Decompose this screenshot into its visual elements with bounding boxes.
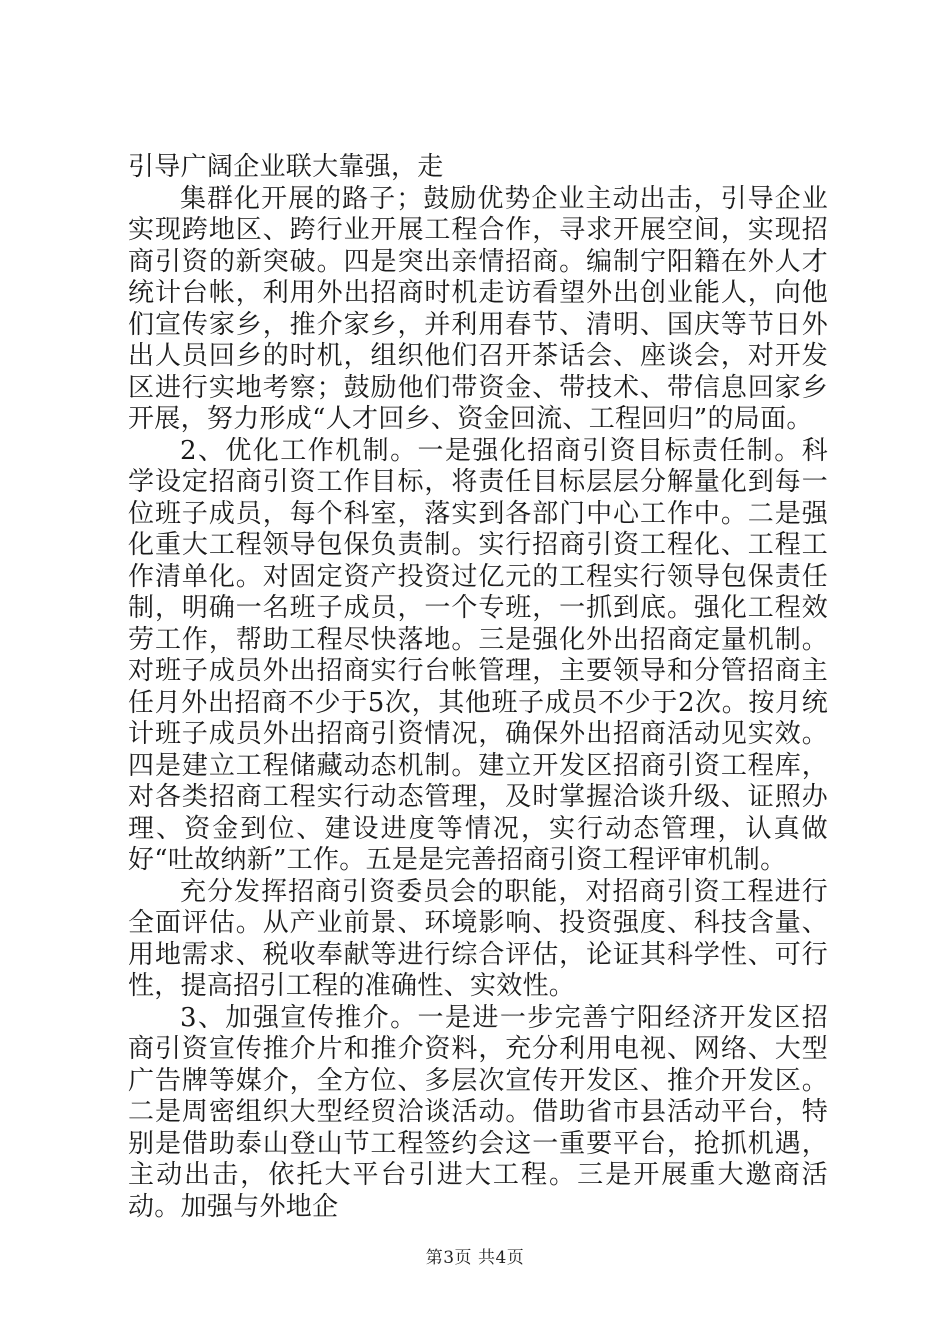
paragraph-1: 引导广阔企业联大靠强，走 — [128, 152, 444, 182]
paragraph-2: 集群化开展的路子；鼓励优势企业主动出击，引导企业实现跨地区、跨行业开展工程合作，寻求开展空间，实现招商引资的新突破。四是突出亲情招商。编制宁阳籍在外人才统计台帐，利用外出招商时机走访看望外出创业能人，向他们宣传家乡，推介家乡，并利用春节、清明、国庆等节日外出人员回乡的时机，组织他们召开茶话会、座谈会，对开发区进行实地考察；鼓励他们带资金、带技术、带信息回家乡开展，努力形成“人才回乡、资金回流、工程回归”的局面。 — [128, 183, 828, 434]
paragraph-5: 3、加强宣传推介。一是进一步完善宁阳经济开发区招商引资宣传推介片和推介资料，充分利用电视、网络、大型广告牌等媒介，全方位、多层次宣传开发区、推介开发区。二是周密组织大型经贸洽谈活动。借助省市县活动平台，特别是借助泰山登山节工程签约会这一重要平台，抢抓机遇，主动出击，依托大平台引进大工程。三是开展重大邀商活动。加强与外地企 — [128, 1002, 828, 1222]
paragraph-4: 充分发挥招商引资委员会的职能，对招商引资工程进行全面评估。从产业前景、环境影响、投资强度、科技含量、用地需求、税收奉献等进行综合评估，论证其科学性、可行性，提高招引工程的准确性、实效性。 — [128, 876, 828, 1001]
paragraph-3: 2、优化工作机制。一是强化招商引资目标责任制。科学设定招商引资工作目标，将责任目标层层分解量化到每一位班子成员，每个科室，落实到各部门中心工作中。二是强化重大工程领导包保负责制。实行招商引资工程化、工程工作清单化。对固定资产投资过亿元的工程实行领导包保责任制，明确一名班子成员，一个专班，一抓到底。强化工程效劳工作，帮助工程尽快落地。三是强化外出招商定量机制。对班子成员外出招商实行台帐管理，主要领导和分管招商主任月外出招商不少于5次，其他班子成员不少于2次。按月统计班子成员外出招商引资情况，确保外出招商活动见实效。四是建立工程储藏动态机制。建立开发区招商引资工程库，对各类招商工程实行动态管理，及时掌握洽谈升级、证照办理、资金到位、建设进度等情况，实行动态管理，认真做好“吐故纳新”工作。五是是完善招商引资工程评审机制。 — [128, 435, 828, 875]
document-body — [128, 152, 828, 1223]
page-footer: 第3页 共4页 — [425, 1248, 525, 1268]
